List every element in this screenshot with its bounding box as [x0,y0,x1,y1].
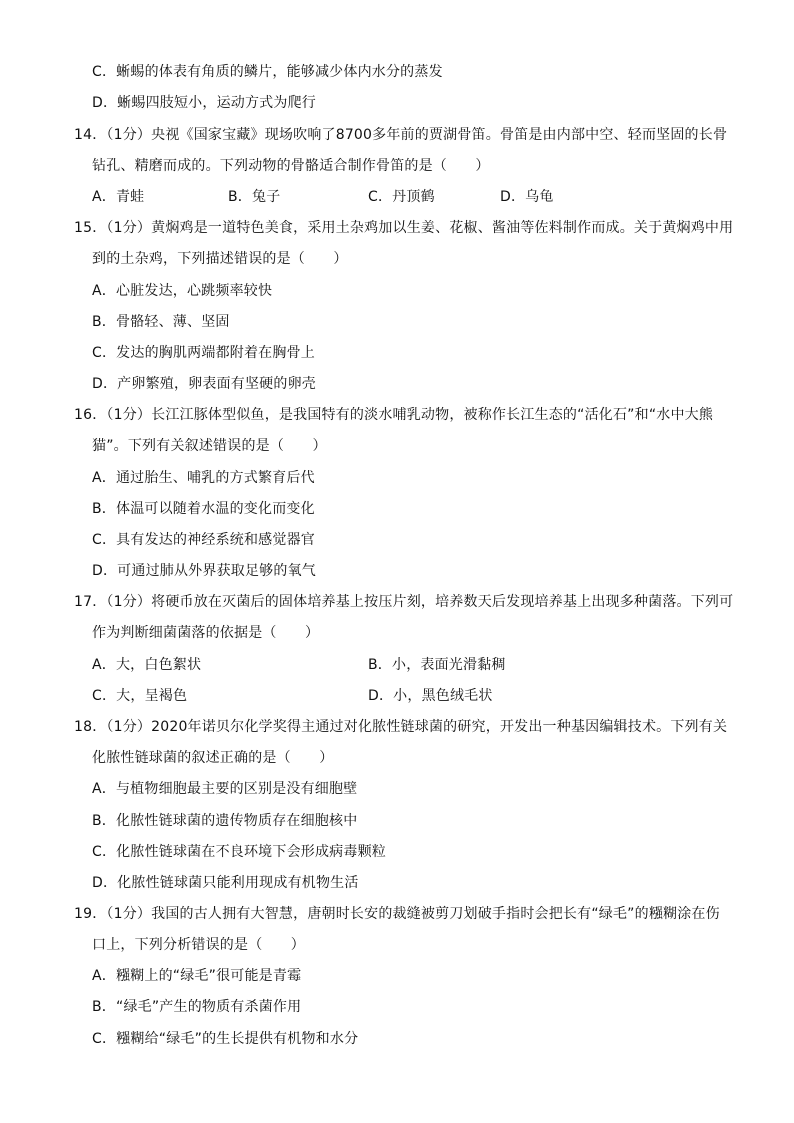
q18-stem-line1: 18．（1分）2020年诺贝尔化学奖得主通过对化脓性链球菌的研究，开发出一种基因编辑技术。下列有关 [74,719,728,735]
q19-stem-line2: 口上，下列分析错误的是（ ） [92,937,305,953]
q18-stem-line2: 化脓性链球菌的叙述正确的是（ ） [92,750,334,766]
q16-stem-line2: 猫”。下列有关叙述错误的是（ ） [92,438,327,454]
q18-option-d: D．化脓性链球菌只能利用现成有机物生活 [92,875,359,891]
q14-option-a: A．青蛙 [92,189,145,205]
q16-option-c: C．具有发达的神经系统和感觉器官 [92,532,315,548]
q15-option-d: D．产卵繁殖，卵表面有坚硬的卵壳 [92,376,316,392]
q17-stem-line2: 作为判断细菌菌落的依据是（ ） [92,625,320,641]
q13-option-d: D．蜥蜴四肢短小，运动方式为爬行 [92,95,316,111]
q16-stem-line1: 16．（1分）长江江豚体型似鱼，是我国特有的淡水哺乳动物，被称作长江生态的“活化石”和“水中大熊 [74,407,714,423]
q14-option-c: C．丹顶鹤 [368,189,435,205]
q15-stem-line2: 到的土杂鸡，下列描述错误的是（ ） [92,251,348,267]
q16-option-a: A．通过胎生、哺乳的方式繁育后代 [92,470,315,486]
q15-option-a: A．心脏发达，心跳频率较快 [92,283,273,299]
q14-option-b: B．兔子 [228,189,281,205]
q14-option-d: D．乌龟 [500,189,554,205]
q17-stem-line1: 17．（1分）将硬币放在灭菌后的固体培养基上按压片刻，培养数天后发现培养基上出现多种菌落。下列可 [74,594,734,610]
q19-stem-line1: 19．（1分）我国的古人拥有大智慧，唐朝时长安的裁缝被剪刀划破手指时会把长有“绿毛”的糨糊涂在伤 [74,906,720,922]
q16-option-b: B．体温可以随着水温的变化而变化 [92,501,315,517]
q15-option-b: B．骨骼轻、薄、坚固 [92,314,230,330]
q19-option-c: C．糨糊给“绿毛”的生长提供有机物和水分 [92,1031,359,1047]
q15-option-c: C．发达的胸肌两端都附着在胸骨上 [92,345,315,361]
q19-option-a: A．糨糊上的“绿毛”很可能是青霉 [92,968,302,984]
q18-option-c: C．化脓性链球菌在不良环境下会形成病毒颗粒 [92,844,386,860]
q14-stem-line2: 钻孔、精磨而成的。下列动物的骨骼适合制作骨笛的是（ ） [92,158,490,174]
q17-option-b: B．小，表面光滑黏稠 [368,657,506,673]
q19-option-b: B．“绿毛”产生的物质有杀菌作用 [92,999,302,1015]
q17-option-a: A．大，白色絮状 [92,657,202,673]
q17-option-d: D．小，黑色绒毛状 [368,688,493,704]
q17-option-c: C．大，呈褐色 [92,688,188,704]
q18-option-a: A．与植物细胞最主要的区别是没有细胞壁 [92,781,358,797]
q16-option-d: D．可通过肺从外界获取足够的氧气 [92,563,316,579]
q14-stem-line1: 14．（1分）央视《国家宝藏》现场吹响了8700多年前的贾湖骨笛。骨笛是由内部中空、轻而坚固的长骨 [74,127,728,143]
q13-option-c: C．蜥蜴的体表有角质的鳞片，能够减少体内水分的蒸发 [92,64,443,80]
q15-stem-line1: 15．（1分）黄焖鸡是一道特色美食，采用土杂鸡加以生姜、花椒、酱油等佐料制作而成。关于黄焖鸡中用 [74,220,734,236]
q18-option-b: B．化脓性链球菌的遗传物质存在细胞核中 [92,813,358,829]
